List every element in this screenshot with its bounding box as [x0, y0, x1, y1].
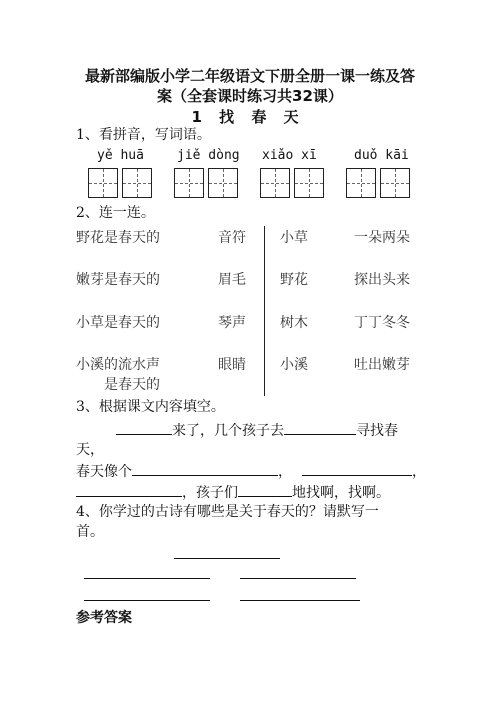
writing-box-2b[interactable]: [208, 168, 238, 198]
lesson-heading: 1 找 春 天: [191, 108, 305, 126]
blank-5[interactable]: [76, 482, 182, 497]
pinyin-4: duǒ kāi: [354, 148, 409, 163]
question-2-prompt: 2、连一连。: [76, 205, 155, 221]
match-left-word-3: 琴声: [218, 315, 246, 331]
match-left-word-1: 音符: [218, 230, 246, 246]
fill-text-3b: ，: [278, 464, 292, 480]
match-right-word-4: 小溪: [280, 357, 308, 373]
blank-6[interactable]: [238, 482, 292, 497]
match-left-word-4: 眼睛: [218, 357, 246, 373]
poem-line-1[interactable]: [84, 578, 210, 579]
document-title-line1: 最新部编版小学二年级语文下册全册一课一练及答: [84, 67, 415, 85]
column-divider: [264, 226, 265, 396]
match-left-word-2: 眉毛: [218, 272, 246, 288]
blank-1[interactable]: [116, 420, 172, 435]
fill-line-2: 天，: [76, 442, 104, 458]
blank-4[interactable]: [302, 461, 412, 476]
poem-line-4[interactable]: [240, 600, 360, 601]
match-left-phrase-1: 野花是春天的: [76, 230, 160, 246]
fill-text-1b: 寻找春: [356, 423, 398, 439]
writing-box-4b[interactable]: [380, 168, 410, 198]
poem-line-3[interactable]: [84, 600, 210, 601]
match-right-word-2: 野花: [280, 272, 308, 288]
writing-box-2a[interactable]: [174, 168, 204, 198]
match-right-word-1: 小草: [280, 230, 308, 246]
fill-line-1: [76, 420, 398, 441]
fill-line-4: [76, 482, 390, 503]
fill-text-3c: ，: [412, 464, 426, 480]
match-right-phrase-4: 吐出嫩芽: [354, 357, 410, 373]
question-4-prompt-line2: 首。: [76, 524, 104, 540]
match-right-phrase-2: 探出头来: [354, 272, 410, 288]
fill-text-1a: 来了，几个孩子去: [172, 423, 284, 439]
match-left-phrase-2: 嫩芽是春天的: [76, 272, 160, 288]
poem-line-2[interactable]: [240, 578, 356, 579]
question-1-prompt: 1、看拼音，写词语。: [76, 127, 211, 143]
match-right-phrase-3: 丁丁冬冬: [354, 315, 410, 331]
pinyin-1: yě huā: [97, 148, 144, 163]
fill-text-4b: 地找啊，找啊。: [292, 485, 390, 501]
match-left-phrase-4: 小溪的流水声: [76, 357, 160, 373]
writing-box-3a[interactable]: [260, 168, 290, 198]
blank-3[interactable]: [132, 461, 278, 476]
question-3-prompt: 3、根据课文内容填空。: [76, 399, 225, 415]
match-left-phrase-4-cont: 是春天的: [104, 377, 160, 393]
fill-line-3: [76, 461, 426, 482]
blank-2[interactable]: [284, 420, 356, 435]
match-right-phrase-1: 一朵两朵: [354, 230, 410, 246]
answer-key-heading: 参考答案: [76, 610, 132, 626]
poem-title-line[interactable]: [174, 558, 280, 559]
match-left-phrase-3: 小草是春天的: [76, 315, 160, 331]
writing-box-1b[interactable]: [122, 168, 152, 198]
writing-box-1a[interactable]: [88, 168, 118, 198]
pinyin-2: jiě dòng: [177, 148, 240, 163]
fill-text-4a: ，孩子们: [182, 485, 238, 501]
writing-box-3b[interactable]: [294, 168, 324, 198]
document-title-line2: 案（全套课时练习共32课）: [157, 87, 343, 105]
match-right-word-3: 树木: [280, 315, 308, 331]
question-4-prompt-line1: 4、你学过的古诗有哪些是关于春天的？请默写一: [76, 504, 379, 520]
fill-text-3a: 春天像个: [76, 464, 132, 480]
pinyin-3: xiǎo xī: [262, 148, 317, 163]
writing-box-4a[interactable]: [346, 168, 376, 198]
